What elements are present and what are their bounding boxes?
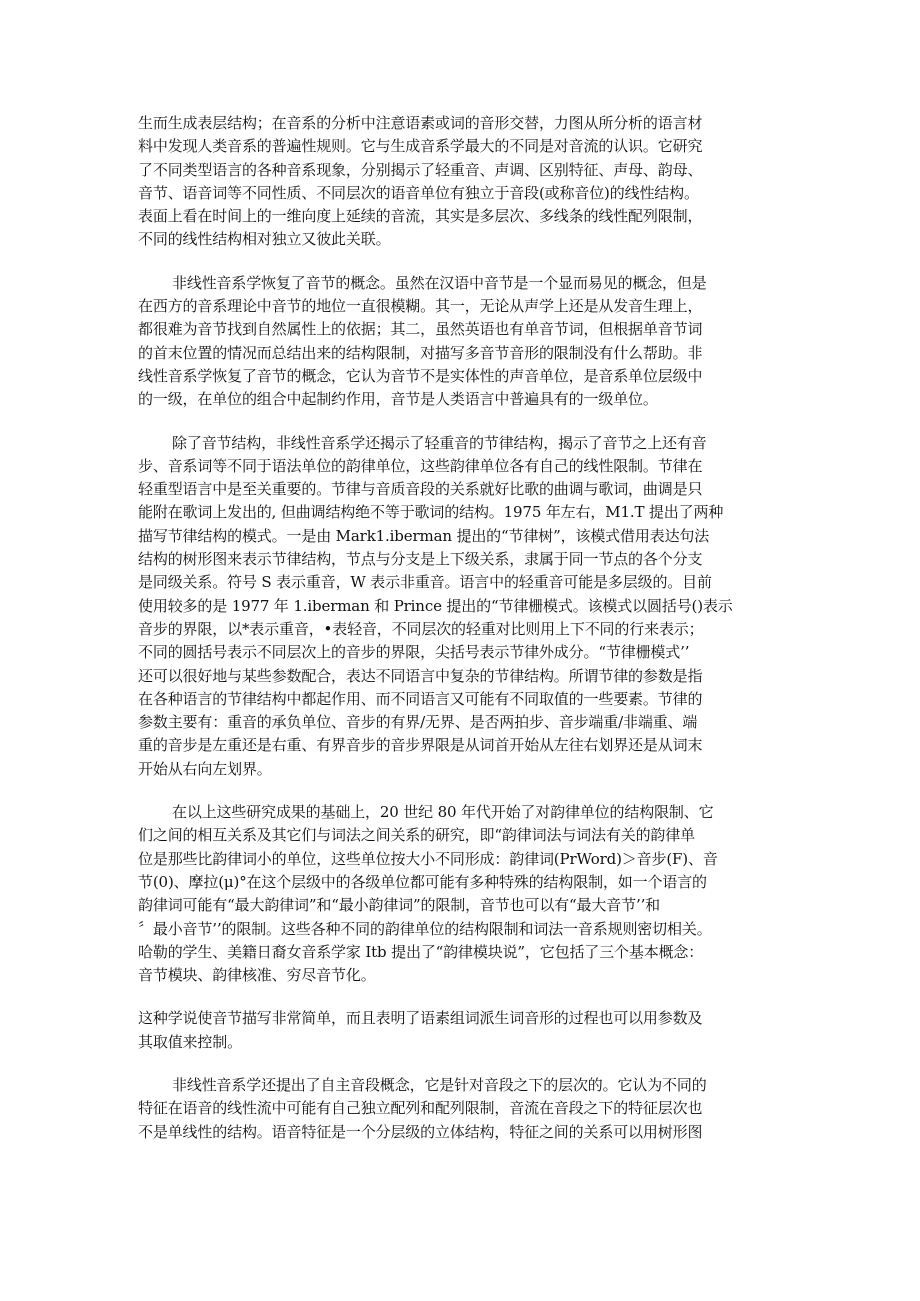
text-line: 都很难为音节找到自然属性上的依据；其二，虽然英语也有单音节词，但根据单音节词 — [138, 320, 703, 339]
paragraph-5 — [138, 1007, 788, 1054]
text-line: 使用较多的是 1977 年 1.iberman 和 Prince 提出的“节律栅模式。该模式以圆括号()表示 — [138, 596, 733, 615]
text-line: 不是单线性的结构。语音特征是一个分层级的立体结构，特征之间的关系可以用树形图 — [138, 1122, 703, 1141]
text-line: 在西方的音系理论中音节的地位一直很模糊。其一，无论从声学上还是从发音生理上， — [138, 297, 703, 316]
text-line: 的首末位置的情况而总结出来的结构限制，对描写多音节音形的限制没有什么帮助。非 — [138, 343, 703, 362]
text-line: 这种学说使音节描写非常简单，而且表明了语素组词派生词音形的过程也可以用参数及 — [138, 1009, 703, 1028]
text-line: 描写节律结构的模式。一是由 Mark1.iberman 提出的“节律树”，该模式借用表达句法 — [138, 526, 710, 545]
text-line: 不同的圆括号表示不同层次上的音步的界限，尖括号表示节律外成分。“节律栅模式’’ — [138, 643, 690, 662]
document-page — [138, 112, 788, 1144]
text-line: 〞最小音节’’的限制。这些各种不同的韵律单位的结构限制和词法一音系规则密切相关。 — [138, 919, 712, 938]
paragraph-1 — [138, 112, 788, 252]
text-line: 表面上看在时间上的一维向度上延续的音流，其实是多层次、多线条的线性配列限制， — [138, 207, 703, 226]
text-line: 位是那些比韵律词小的单位，这些单位按大小不同形成：韵律词(PrWord)＞音步(F)、音 — [138, 849, 718, 868]
paragraph-4 — [138, 801, 788, 987]
paragraph-3 — [138, 432, 788, 781]
text-line: 重的音步是左重还是右重、有界音步的音步界限是从词首开始从左往右划界还是从词末 — [138, 736, 703, 755]
paragraph-2 — [138, 272, 788, 412]
text-line: 步、音系词等不同于语法单位的韵律单位，这些韵律单位各有自己的线性限制。节律在 — [138, 456, 703, 475]
text-line: 在以上这些研究成果的基础上，20 世纪 80 年代开始了对韵律单位的结构限制、它 — [172, 803, 714, 822]
text-line: 们之间的相互关系及其它们与词法之间关系的研究，即“韵律词法与词法有关的韵律单 — [138, 826, 695, 845]
text-line: 能附在歌词上发出的, 但曲调结构绝不等于歌词的结构。1975 年左右，M1.T 提出了两种 — [138, 503, 724, 522]
paragraph-6 — [138, 1074, 788, 1144]
text-line: 线性音系学恢复了音节的概念，它认为音节不是实体性的声音单位，是音系单位层级中 — [138, 366, 703, 385]
text-line: 音步的界限，以*表示重音，•表轻音，不同层次的轻重对比则用上下不同的行来表示； — [138, 619, 704, 638]
text-line: 音节模块、韵律核准、穷尽音节化。 — [138, 966, 376, 985]
text-line: 节(0)、摩拉(μ)°在这个层级中的各级单位都可能有多种特殊的结构限制，如一个语言的 — [138, 872, 707, 891]
text-line: 轻重型语言中是至关重要的。节律与音质音段的关系就好比歌的曲调与歌词，曲调是只 — [138, 480, 703, 499]
text-line: 还可以很好地与某些参数配合，表达不同语言中复杂的节律结构。所谓节律的参数是指 — [138, 666, 703, 685]
text-line: 了不同类型语言的各种音系现象，分别揭示了轻重音、声调、区别特征、声母、韵母、 — [138, 160, 703, 179]
text-line: 非线性音系学恢复了音节的概念。虽然在汉语中音节是一个显而易见的概念，但是 — [172, 273, 707, 292]
text-line: 除了音节结构，非线性音系学还揭示了轻重音的节律结构，揭示了音节之上还有音 — [172, 433, 707, 452]
text-line: 结构的树形图来表示节律结构，节点与分支是上下级关系，隶属于同一节点的各个分支 — [138, 550, 703, 569]
text-line: 不同的线性结构相对独立又彼此关联。 — [138, 230, 391, 249]
text-line: 特征在语音的线性流中可能有自己独立配列和配列限制，音流在音段之下的特征层次也 — [138, 1099, 703, 1118]
text-line: 哈勒的学生、美籍日裔女音系学家 Itb 提出了“韵律模块说”，它包括了三个基本概念： — [138, 942, 704, 961]
text-line: 是同级关系。符号 S 表示重音，W 表示非重音。语言中的轻重音可能是多层级的。目前 — [138, 573, 712, 592]
text-line: 生而生成表层结构；在音系的分析中注意语素或词的音形交替，力图从所分析的语言材 — [138, 114, 703, 132]
text-line: 参数主要有：重音的承负单位、音步的有界/无界、是否两拍步、音步端重/非端重、端 — [138, 713, 698, 732]
text-line: 的一级，在单位的组合中起制约作用，音节是人类语言中普遍具有的一级单位。 — [138, 390, 658, 409]
text-line: 非线性音系学还提出了自主音段概念，它是针对音段之下的层次的。它认为不同的 — [172, 1075, 707, 1094]
text-line: 开始从右向左划界。 — [138, 759, 272, 778]
text-line: 其取值来控制。 — [138, 1032, 242, 1051]
text-line: 音节、语音词等不同性质、不同层次的语音单位有独立于音段(或称音位)的线性结构。 — [138, 183, 699, 202]
text-line: 在各种语言的节律结构中都起作用、而不同语言又可能有不同取值的一些要素。节律的 — [138, 689, 703, 708]
text-line: 韵律词可能有“最大韵律词”和“最小韵律词”的限制，音节也可以有“最大音节’’和 — [138, 896, 661, 915]
text-line: 料中发现人类音系的普遍性规则。它与生成音系学最大的不同是对音流的认识。它研究 — [138, 137, 703, 156]
